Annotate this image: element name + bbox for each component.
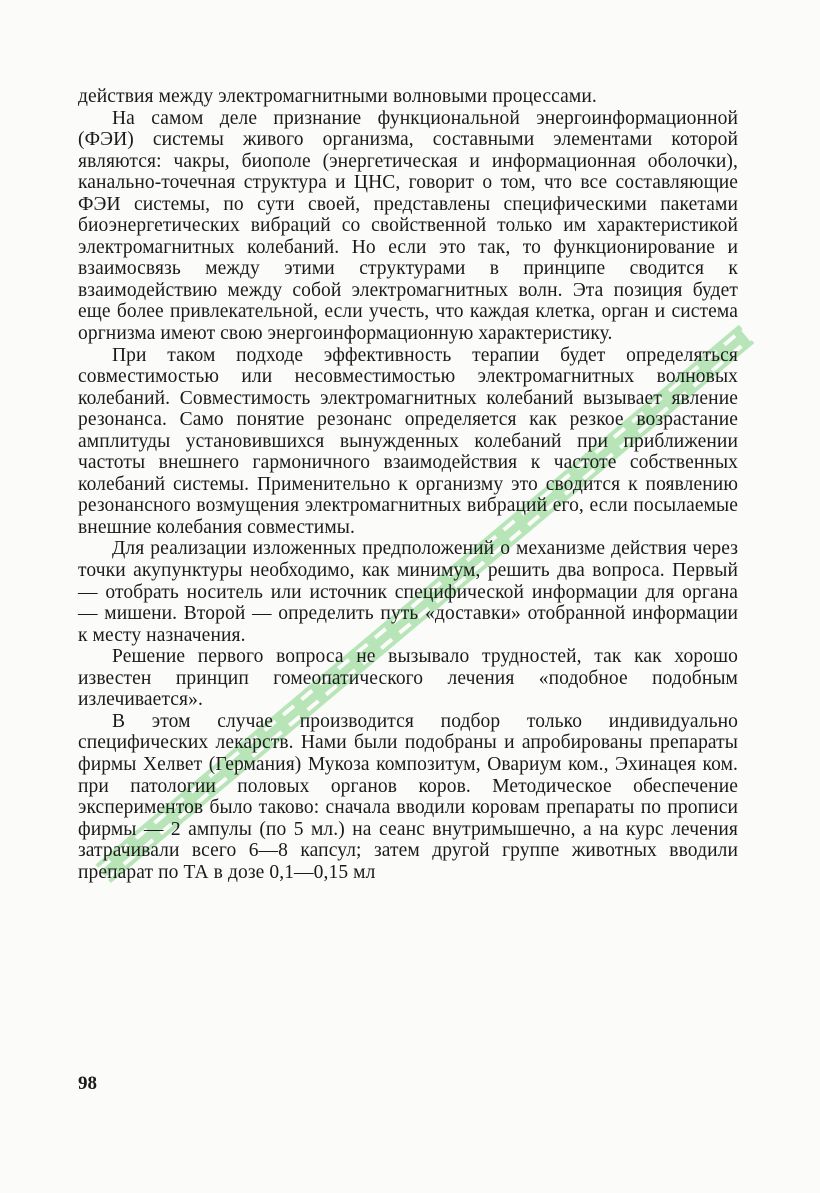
paragraph-5: Решение первого вопроса не вызывало трудностей, так как хорошо известен принцип гомеопатического лечения «подобное подобным излечивается». [78,646,738,711]
paragraph-1: действия между электромагнитными волновыми процессами. [78,86,597,107]
paragraph-4: Для реализации изложенных предположений о механизме действия через точки акупунктуры необходимо, как минимум, решить два вопроса. Первый — отобрать носитель или источник специфической информации для органа — мишени. Второй — определить путь «доставки» отобранной информации к месту назначения. [78,538,738,646]
paragraph-2: На самом деле признание функциональной энергоинформационной (ФЭИ) системы живого организма, составными элементами которой являются: чакры, биополе (энергетическая и информационная оболочки), канально-точечная структура и ЦНС, говорит о том, что все составляющие ФЭИ системы, по сути своей, представлены специфическими пакетами биоэнергетических вибраций со свойственной только им характеристикой электромагнитных колебаний. Но если это так, то функционирование и взаимосвязь между этими структурами в принципе сводится к взаимодействию между собой электромагнитных волн. Эта позиция будет еще более привлекательной, если учесть, что каждая клетка, орган и система оргнизма имеют свою энергоинформационную характеристику. [78,107,738,345]
page-number: 98 [78,1073,97,1094]
paragraph-6: В этом случае производится подбор только индивидуально специфических лекарств. Нами были подобраны и апробированы препараты фирмы Хелвет (Германия) Мукоза композитум, Овариум ком., Эхинацея ком. при патологии половых органов коров. Методическое обеспечение экспериментов было таково: сначала вводили коровам препараты по прописи фирмы — 2 ампулы (по 5 мл.) на сеанс внутримышечно, а на курс лечения затрачивали всего 6—8 капсул; затем другой группе животных вводили препарат по ТА в дозе 0,1—0,15 мл [78,710,738,883]
page-body-text [78,86,738,883]
paragraph-3: При таком подходе эффективность терапии будет определяться совместимостью или несовместимостью электромагнитных волновых колебаний. Совместимость электромагнитных колебаний вызывает явление резонанса. Само понятие резонанс определяется как резкое возрастание амплитуды установившихся вынужденных колебаний при приближении частоты внешнего гармоничного взаимодействия к частоте собственных колебаний системы. Применительно к организму это сводится к появлению резонансного возмущения электромагнитных вибраций его, если посылаемые внешние колебания совместимы. [78,344,738,538]
